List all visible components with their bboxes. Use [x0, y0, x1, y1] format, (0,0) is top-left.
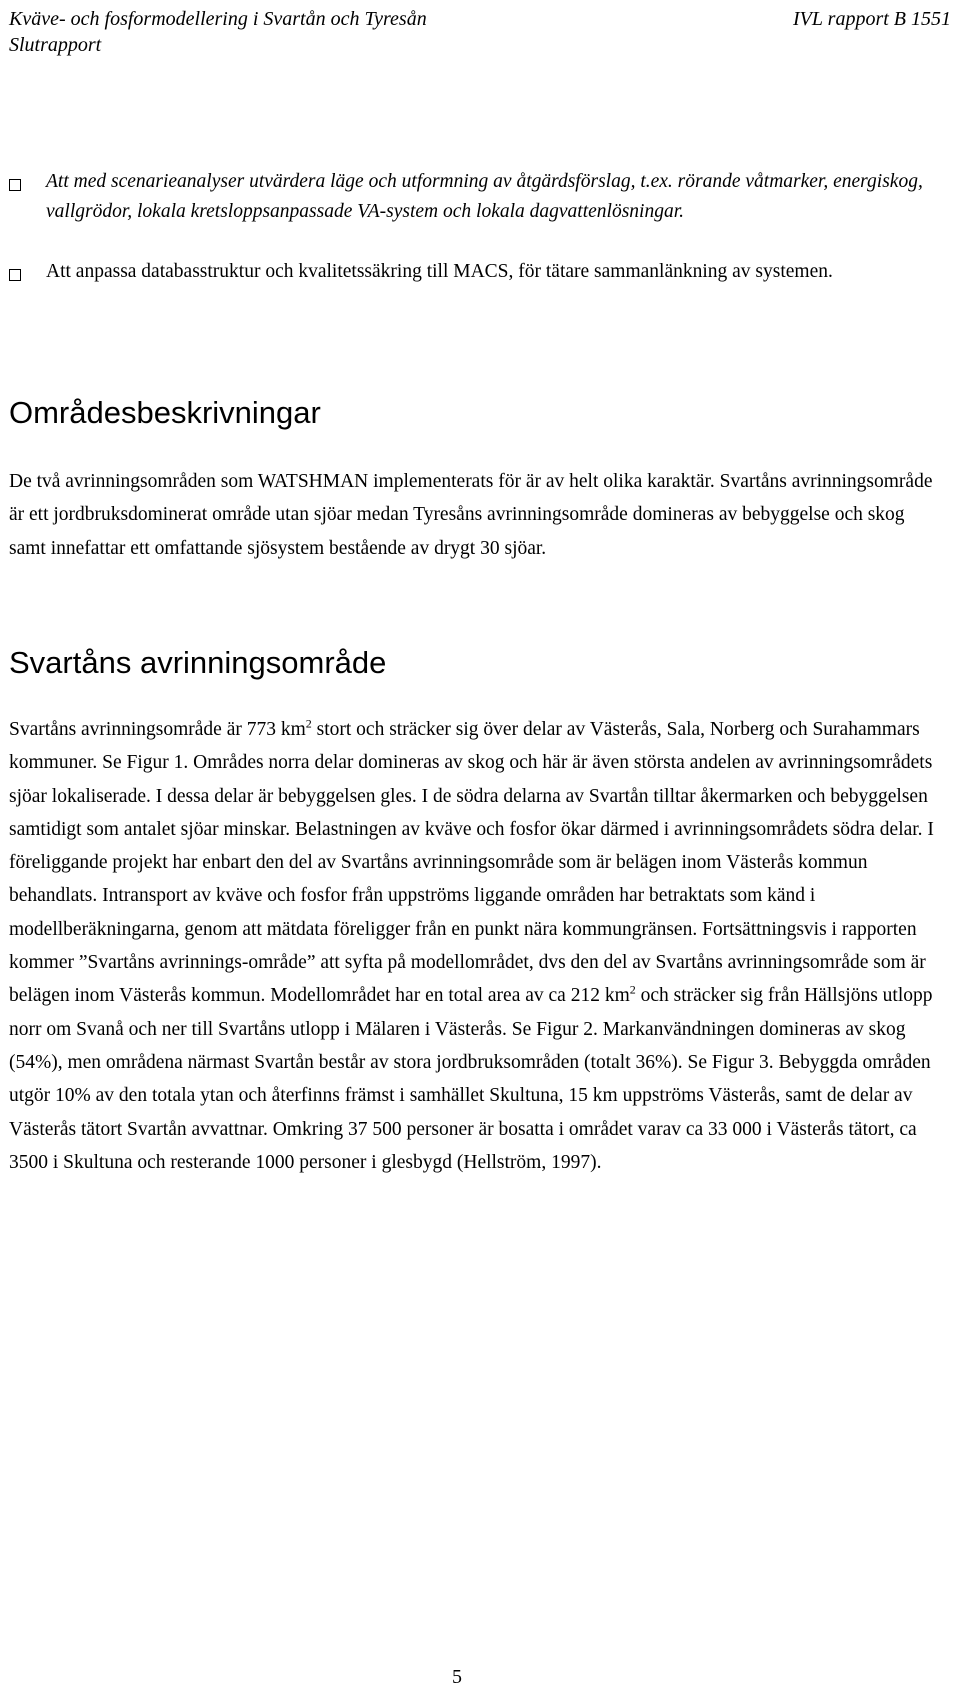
body-text: stort och sträcker sig över delar av Västerås, Sala, Norberg och Surahammars kommuner. Se Figur 1. Områdes norra delar domineras av skog och här är även största andelen av avrinningsområdets sjöar lokaliserade. I dessa delar är bebyggelsen gles. I de södra delarna av Svartån tilltar åkermarken och bebyggelsen samtidigt som antalet sjöar minskar. Belastningen av kväve och fosfor ökar därmed i avrinningsområdets södra delar. I föreliggande projekt har enbart den del av Svartåns avrinningsområde som är belägen inom Västerås kommun behandlats. Intransport av kväve och fosfor från uppströms liggande områden har betraktats som känd i modellberäkningarna, genom att mätdata föreligger från en punkt nära kommungränsen. Fortsättningsvis i rapporten kommer ”Svartåns avrinnings-område” att syfta på modellområdet, dvs den del av Svartåns avrinningsområde som är belägen inom Västerås kommun. Modellområdet har en total area av ca 212 km — [9, 719, 934, 1007]
page-header — [9, 6, 951, 58]
section-heading-omradesbeskrivningar: Områdesbeskrivningar — [9, 395, 321, 430]
superscript: 2 — [629, 982, 636, 997]
header-row-bottom — [9, 32, 951, 58]
checkbox-bullet-icon — [9, 179, 21, 191]
section-heading-svartans-avrinningsomrade: Svartåns avrinningsområde — [9, 645, 387, 680]
section-body-svartans-avrinningsomrade — [9, 713, 944, 1179]
header-row-top — [9, 6, 951, 32]
section-body-omradesbeskrivningar: De två avrinningsområden som WATSHMAN implementerats för är av helt olika karaktär. Svartåns avrinningsområde är ett jordbruksdominerat område utan sjöar medan Tyresåns avrinningsområde domineras av bebyggelse och skog samt innefattar ett omfattande sjösystem bestående av drygt 30 sjöar. — [9, 471, 933, 559]
body-text: och sträcker sig från Hällsjöns utlopp norr om Svanå och ner till Svartåns utlopp i Mälaren i Västerås. Se Figur 2. Markanvändningen domineras av skog (54%), men områdena närmast Svartån består av stora jordbruksområden (totalt 36%). Se Figur 3. Bebyggda områden utgör 10% av den totala ytan och återfinns främst i samhället Skultuna, 15 km uppströms Västerås, samt de delar av Västerås tätort Svartån avvattnar. Omkring 37 500 personer är bosatta i området varav ca 33 000 i Västerås tätort, ca 3500 i Skultuna och resterande 1000 personer i glesbygd (Hellström, 1997). — [9, 985, 933, 1173]
bullet-item — [9, 167, 940, 227]
page-number: 5 — [452, 1666, 462, 1688]
bullet-item — [9, 257, 940, 287]
bullet-list — [9, 167, 940, 287]
body-text: Svartåns avrinningsområde är 773 km — [9, 719, 306, 740]
report-id: IVL rapport B 1551 — [793, 8, 951, 30]
bullet-text: Att anpassa databasstruktur och kvalitetssäkring till MACS, för tätare sammanlänkning av systemen. — [46, 261, 833, 282]
report-subtitle: Slutrapport — [9, 34, 102, 56]
superscript: 2 — [305, 716, 312, 731]
checkbox-bullet-icon — [9, 269, 21, 281]
bullet-text: Att med scenarieanalyser utvärdera läge och utformning av åtgärdsförslag, t.ex. rörande våtmarker, energiskog, vallgrödor, lokala kretsloppsanpassade VA-system och lokala dagvattenlösningar. — [46, 171, 923, 222]
report-title: Kväve- och fosformodellering i Svartån och Tyresån — [9, 8, 427, 30]
